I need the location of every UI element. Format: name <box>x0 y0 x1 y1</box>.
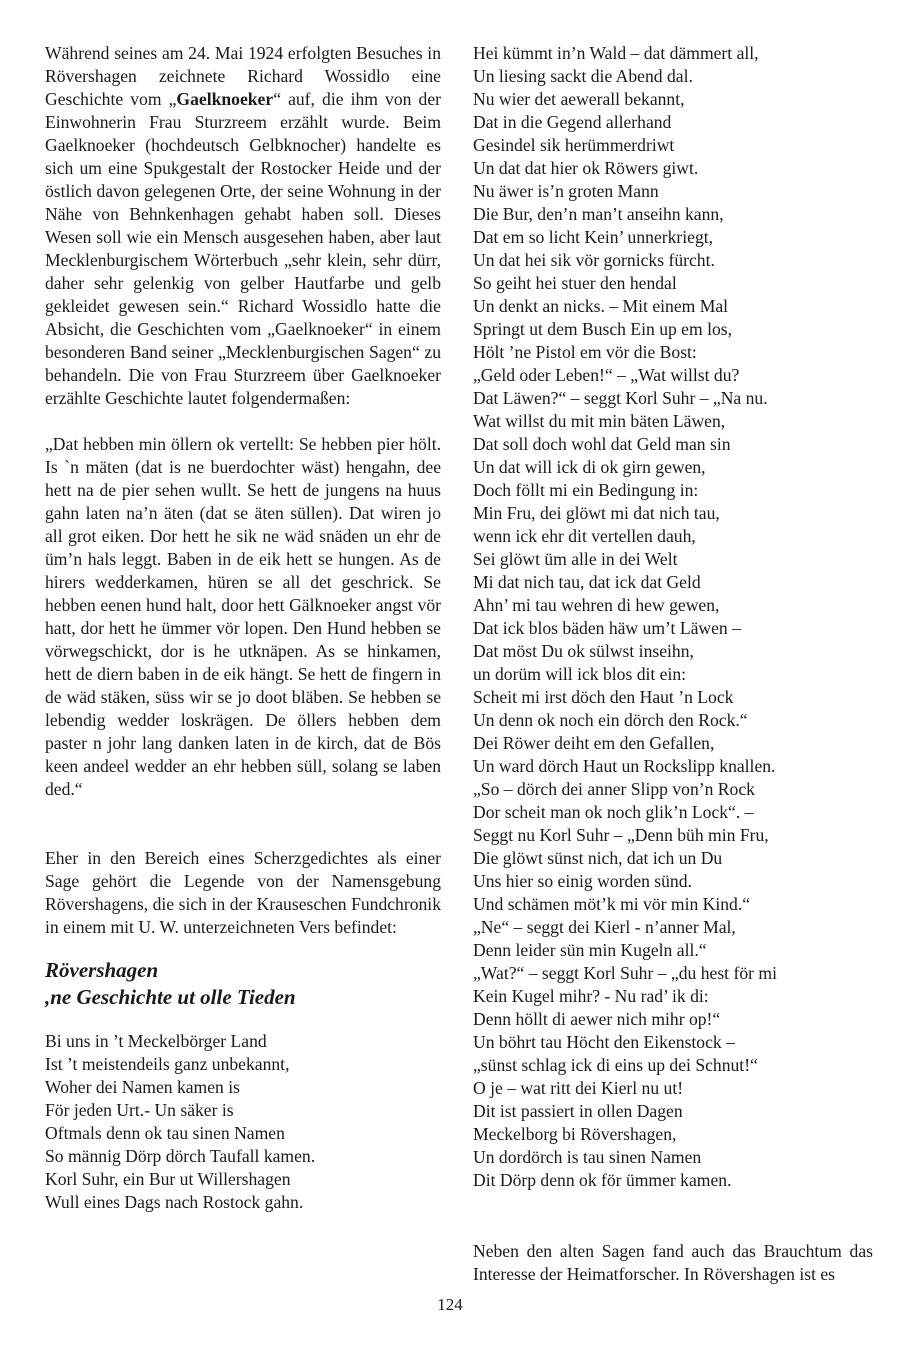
poem-line: Wull eines Dags nach Rostock gahn. <box>45 1192 304 1212</box>
poem-line: Dat em so licht Kein’ unnerkriegt, <box>473 227 714 247</box>
poem-line: „sünst schlag ick di eins up dei Schnut!“ <box>473 1055 758 1075</box>
spacer <box>473 1192 873 1240</box>
poem-line: Hei kümmt in’n Wald – dat dämmert all, <box>473 43 759 63</box>
poem-line: Dor scheit man ok noch glik’n Lock“. – <box>473 802 754 822</box>
poem-line: „Ne“ – seggt dei Kierl - n’anner Mal, <box>473 917 736 937</box>
poem-line: O je – wat ritt dei Kierl nu ut! <box>473 1078 684 1098</box>
page-number: 124 <box>437 1295 463 1314</box>
right-column <box>473 42 873 1286</box>
poem-title-line-1: Rövershagen <box>45 958 159 982</box>
poem-line: Doch föllt mi ein Bedingung in: <box>473 480 699 500</box>
left-column <box>45 42 441 1214</box>
poem-line: un dorüm will ick blos dit ein: <box>473 664 687 684</box>
poem-line: Un dordörch is tau sinen Namen <box>473 1147 702 1167</box>
poem-line: Die glöwt sünst nich, dat ich un Du <box>473 848 723 868</box>
poem-line: Dit ist passiert in ollen Dagen <box>473 1101 683 1121</box>
poem-line: Nu wier det aewerall bekannt, <box>473 89 685 109</box>
closing-block <box>473 1240 873 1286</box>
poem-line: Dat soll doch wohl dat Geld man sin <box>473 434 731 454</box>
poem-line: Dat Läwen?“ – seggt Korl Suhr – „Na nu. <box>473 388 768 408</box>
intro-paragraph: Während seines am 24. Mai 1924 erfolgten Besuches in Rövershagen zeichnete Richard Wossidlo eine Geschichte vom „Gaelknoeker“ auf, die ihm von der Einwohnerin Frau Sturzreem erzählt wurde. Beim Gaelknoeker (hochdeutsch Gelbknocher) handelte es sich um eine Spukgestalt der Rostocker Heide und der östlich davon gelegenen Orte, der seine Wohnung in der Nähe von Behnkenhagen gehabt haben soll. Dieses Wesen soll wie ein Mensch ausgesehen haben, aber laut Mecklenburgischem Wörterbuch „sehr klein, sehr dürr, daher sehr gelenkig von gelber Hautfarbe und gelb gekleidet gewesen sein.“ Richard Wossidlo hatte die Absicht, die Geschichten vom „Gaelknoeker“ in einem besonderen Band seiner „Mecklenburgischen Sagen“ zu behandeln. Die von Frau Sturzreem über Gaelknoeker erzählte Geschichte lautet folgendermaßen: <box>45 43 441 408</box>
poem-line: Un dat hei sik vör gornicks fürcht. <box>473 250 715 270</box>
poem-line: Un denkt an nicks. – Mit einem Mal <box>473 296 729 316</box>
poem-line: Meckelborg bi Rövershagen, <box>473 1124 677 1144</box>
poem-right-part <box>473 42 873 1192</box>
poem-line: Un denn ok noch ein dörch den Rock.“ <box>473 710 748 730</box>
poem-line: So männig Dörp dörch Taufall kamen. <box>45 1146 316 1166</box>
closing-paragraph: Neben den alten Sagen fand auch das Brauchtum das Interesse der Heimatforscher. In Rövershagen ist es <box>473 1241 873 1284</box>
poem-line: Un böhrt tau Höcht den Eikenstock – <box>473 1032 735 1052</box>
spacer <box>45 801 441 847</box>
dialect-quote-paragraph: „Dat hebben min öllern ok vertellt: Se hebben pier hölt. Is `n mäten (dat is ne buerdochter wäst) hengahn, dee hett na de pier sehen wullt. Se hett de jungens na huus gahn laten na’n äten (dat se äten süllen). Dat wiren jo all grot eiken. Dor hett he sik ne wäd snäden un ehr de üm’n hals leggt. Baben in de eik hett se hungen. As de hirers wedderkamen, hüren se all det geschrick. Se hebben eenen hund halt, door hett Gälknoeker angst vör hatt, dor hett he ümmer vör lopen. Den Hund hebben se vörwegschickt, dor is he utknäpen. As se hinkamen, hett de diern baben in de eik hängt. Se hett de fingern in de wäd stäken, süss wir se jo doot bläben. Se hebben se lebendig wedder loskrägen. De öllers hebben dem paster n johr lang danken laten in de kirch, dat de Bös keen andeel wedder an ehr hebben süll, solang se laben ded.“ <box>45 434 441 799</box>
poem-line: Ist ’t meistendeils ganz unbekannt, <box>45 1054 290 1074</box>
poem-line: So geiht hei stuer den hendal <box>473 273 677 293</box>
poem-line: Dei Röwer deiht em den Gefallen, <box>473 733 715 753</box>
poem-line: Dat möst Du ok sülwst inseihn, <box>473 641 694 661</box>
gaelknoeker-term: Gaelknoeker <box>176 89 274 109</box>
poem-line: „Wat?“ – seggt Korl Suhr – „du hest för mi <box>473 963 777 983</box>
poem-line: Denn leider sün min Kugeln all.“ <box>473 940 707 960</box>
poem-line: Bi uns in ’t Meckelbörger Land <box>45 1031 267 1051</box>
transition-paragraph: Eher in den Bereich eines Scherzgedichtes als einer Sage gehört die Legende von der Namensgebung Rövershagens, die sich in der Krauseschen Fundchronik in einem mit U. W. unterzeichneten Vers befindet: <box>45 848 441 937</box>
poem-line: Hölt ’ne Pistol em vör die Bost: <box>473 342 697 362</box>
poem-line: Sei glöwt üm alle in dei Welt <box>473 549 678 569</box>
poem-title-line-2: ,ne Geschichte ut olle Tieden <box>45 985 296 1009</box>
spacer <box>45 1011 441 1030</box>
spacer <box>45 410 441 433</box>
poem-line: Uns hier so einig worden sünd. <box>473 871 692 891</box>
poem-line: Dit Dörp denn ok för ümmer kamen. <box>473 1170 732 1190</box>
poem-line: Wat willst du mit min bäten Läwen, <box>473 411 726 431</box>
poem-title <box>45 957 441 1011</box>
poem-line: Woher dei Namen kamen is <box>45 1077 240 1097</box>
poem-line: Seggt nu Korl Suhr – „Denn büh min Fru, <box>473 825 769 845</box>
poem-line: Un liesing sackt die Abend dal. <box>473 66 693 86</box>
poem-line: Un dat will ick di ok girn gewen, <box>473 457 706 477</box>
poem-line: Korl Suhr, ein Bur ut Willershagen <box>45 1169 291 1189</box>
poem-line: Und schämen möt’k mi vör min Kind.“ <box>473 894 751 914</box>
poem-line: Springt ut dem Busch Ein up em los, <box>473 319 733 339</box>
poem-line: Nu äwer is’n groten Mann <box>473 181 659 201</box>
poem-line: Dat ick blos bäden häw um’t Läwen – <box>473 618 741 638</box>
poem-left-part <box>45 1030 441 1214</box>
poem-line: Un dat dat hier ok Röwers giwt. <box>473 158 699 178</box>
poem-line: Un ward dörch Haut un Rockslipp knallen. <box>473 756 776 776</box>
poem-line: Kein Kugel mihr? - Nu rad’ ik di: <box>473 986 709 1006</box>
poem-line: „So – dörch dei anner Slipp von’n Rock <box>473 779 755 799</box>
poem-line: wenn ick ehr dit vertellen dauh, <box>473 526 696 546</box>
poem-line: Mi dat nich tau, dat ick dat Geld <box>473 572 701 592</box>
poem-line: Scheit mi irst döch den Haut ’n Lock <box>473 687 734 707</box>
poem-line: Oftmals denn ok tau sinen Namen <box>45 1123 285 1143</box>
spacer <box>45 939 441 957</box>
poem-line: Die Bur, den’n man’t anseihn kann, <box>473 204 724 224</box>
poem-line: Denn höllt di aewer nich mihr op!“ <box>473 1009 721 1029</box>
poem-line: „Geld oder Leben!“ – „Wat willst du? <box>473 365 740 385</box>
poem-line: Ahn’ mi tau wehren di hew gewen, <box>473 595 720 615</box>
poem-line: Gesindel sik herümmerdriwt <box>473 135 675 155</box>
poem-line: Min Fru, dei glöwt mi dat nich tau, <box>473 503 720 523</box>
poem-line: För jeden Urt.- Un säker is <box>45 1100 234 1120</box>
poem-line: Dat in die Gegend allerhand <box>473 112 672 132</box>
